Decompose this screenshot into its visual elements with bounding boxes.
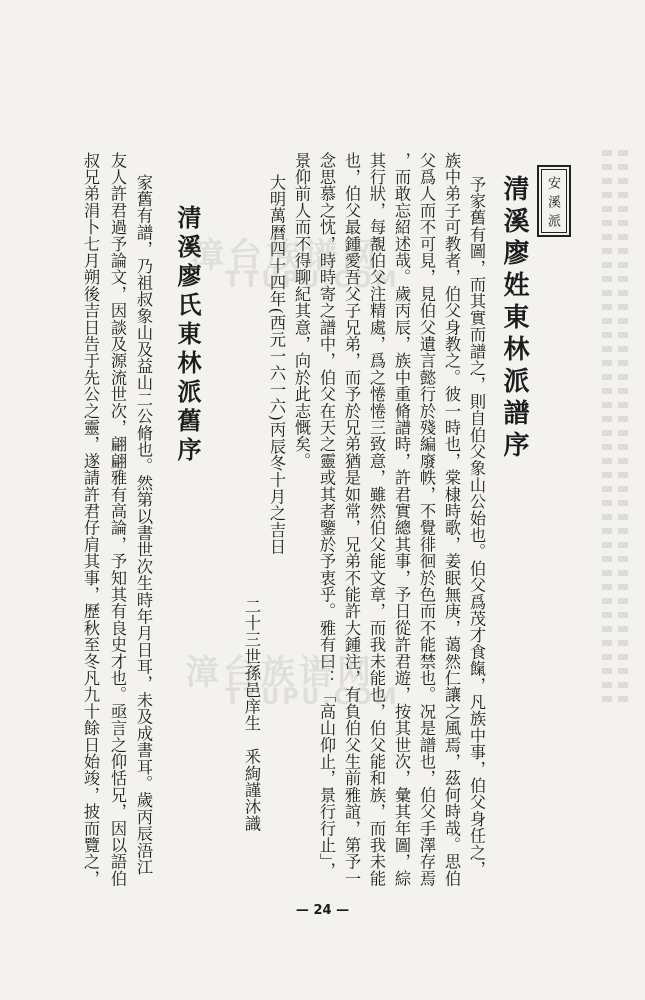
preface2-line-2: 友人許君過予論文，因談及源流世次，翩翩雅有高論，予知其有良史才也。亟言之仰恬兄，因以語伯 — [108, 152, 127, 887]
preface1-line-8: 景仰前人而不得聊紀其意，向於此志慨矣。 — [292, 152, 311, 470]
preface2-title: 清溪廖氏東林派舊序 — [173, 205, 202, 466]
watermark-text: 漳台族谱网 — [185, 653, 375, 693]
preface2-line-3: 叔兄弟涓卜七月朔後吉日告于先公之靈，遂請許君仔肩其事，歷秋至冬凡九十餘日始竣，披而覽之， — [81, 152, 100, 887]
watermark-text: 漳台族谱网 — [190, 236, 380, 276]
preface1-title: 清溪廖姓東林派譜序 — [499, 175, 529, 463]
preface2-line-1: 家舊有譜，乃祖叔象山及益山二公脩也。然第以書世次生時年月日耳，未及成書耳。歲丙辰浯江 — [134, 174, 153, 876]
bleed-through-mark — [618, 150, 628, 710]
preface1-line-1: 予家舊有圖，而其實而譜之，則自伯父象山公始也。伯父爲茂才食餼，凡族中事，伯父身任之， — [467, 176, 486, 878]
preface1-line-6: 也，伯父最鍾愛吾父子兄弟，而予於兄弟猶是如常，兄弟不能許大鍾注，有負伯父生前雅誼，第予一 — [342, 152, 361, 887]
section-tag: 安溪派 — [537, 165, 571, 237]
bleed-through-mark — [602, 150, 612, 710]
preface1-signature: 二十三世孫邑庠生 釆絢謹沐識 — [242, 598, 261, 832]
page-number: — 24 — — [295, 903, 350, 918]
preface1-line-7: 念思慕之忱，時時寄之譜中，伯父在天之靈或其者鑒於予衷乎。雅有曰：「高山仰止，景行行止」， — [317, 152, 336, 879]
preface1-line-2: 族中弟子可教者，伯父身教之。彼一時也，棠棣時歌，姜眠無庚，蔼然仁讓之風焉，茲何時哉。思伯 — [442, 152, 461, 887]
watermark-url: TTUPU.COM — [225, 685, 400, 710]
preface1-date: 大明萬曆四十四年(西元一六一六)丙辰冬十月之吉日 — [267, 174, 286, 556]
preface1-line-4: ，而敢忘紹述哉。歲丙辰，族中重脩譜時，許君實總其事，予日從許君遊，按其世次，彙其年圖，綜 — [392, 152, 411, 887]
preface1-line-5: 其行狀，每覩伯父注精處，爲之惓惓三致意，雖然伯父能文章，而我未能也，伯父能和族，而我未能 — [367, 152, 386, 887]
preface1-line-3: 父爲人而不可見，見伯父遺言懿行於殘編廢帙，不覺徘徊於色而不能禁也。况是譜也，伯父手澤存焉 — [417, 152, 436, 887]
watermark-url: TTUPU.COM — [225, 268, 400, 293]
